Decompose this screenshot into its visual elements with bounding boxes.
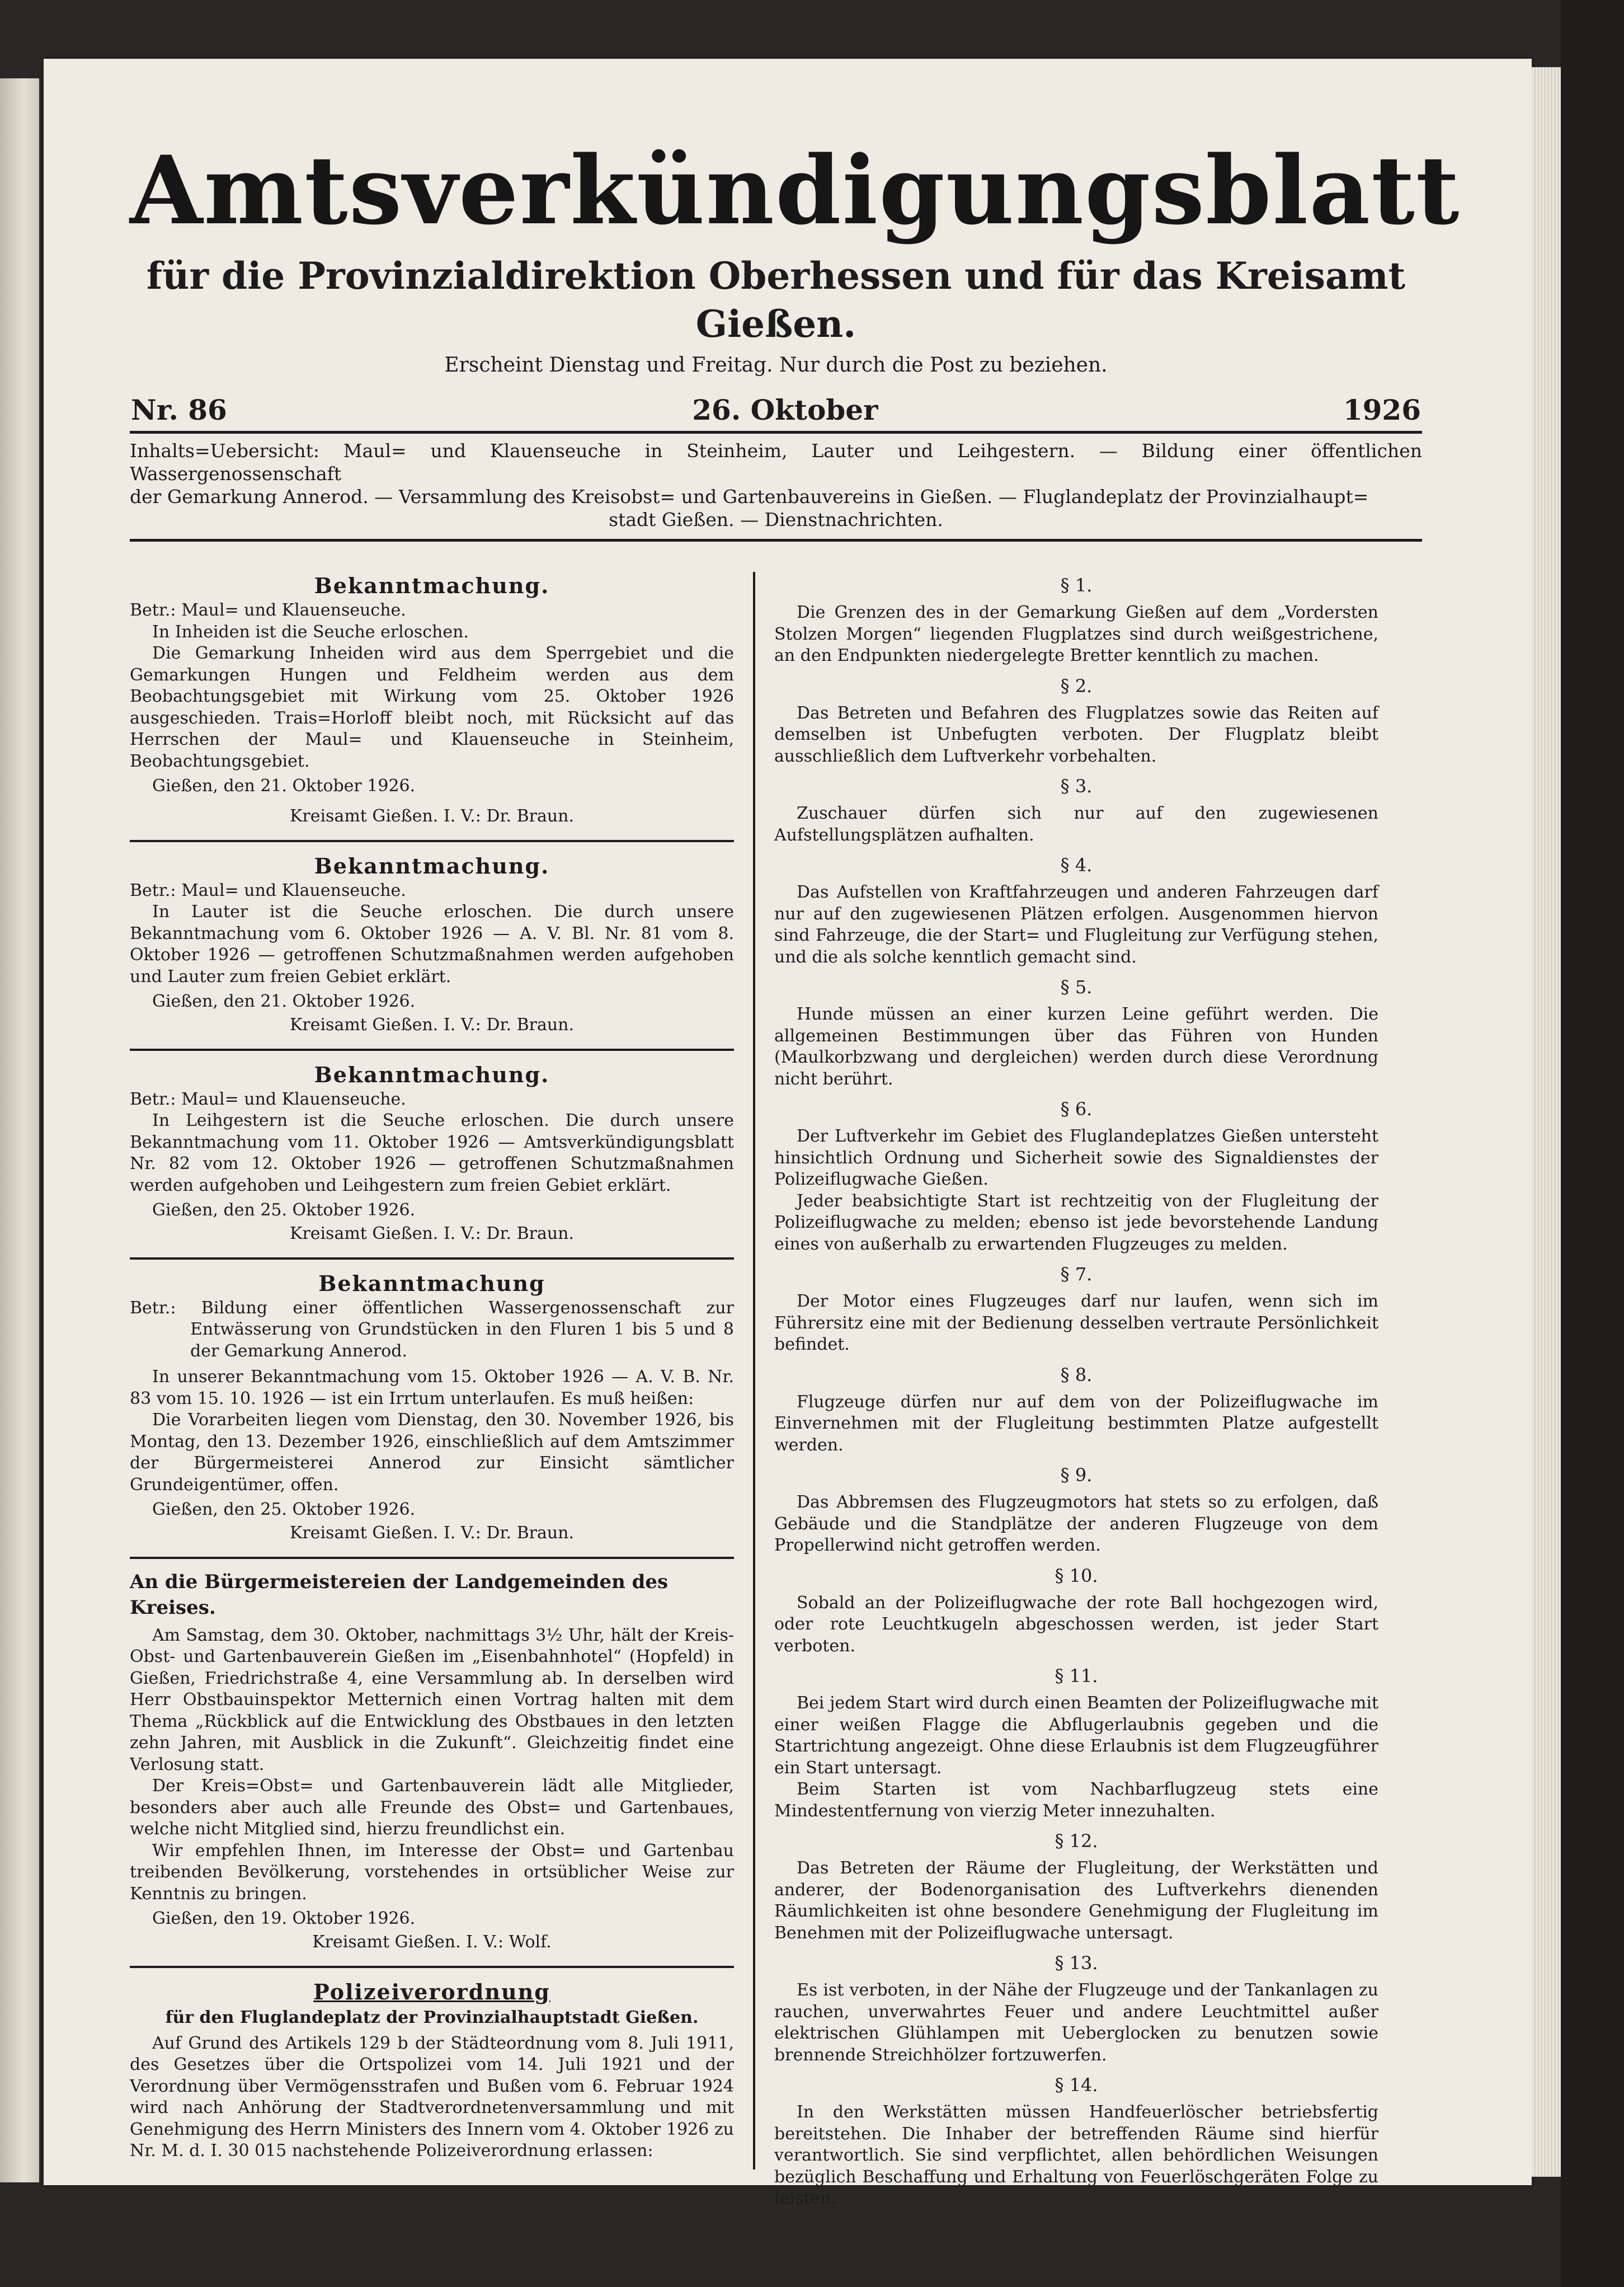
section-text: Hunde müssen an einer kurzen Leine geführt werden. Die allgemeinen Bestimmungen über das Führen von Hunden (Maulkorbzwang und dergleichen) werden durch diese Verordnung nicht berührt. [774, 1004, 1378, 1089]
toc-line: der Gemarkung Annerod. — Versammlung des Kreisobst= und Gartenbauvereins in Gießen. — Fluglandeplatz der Provinzialhaupt= [130, 486, 1369, 508]
table-of-contents [130, 439, 1422, 531]
notice-divider [130, 1257, 734, 1260]
section-5 [774, 976, 1378, 1090]
section-9 [774, 1464, 1378, 1557]
club-notice-paragraph: Der Kreis=Obst= und Gartenbauverein lädt alle Mitglieder, besonders aber auch alle Freunde des Obst= und Gartenbaues, welche nicht Mitglied sind, hierzu freundlichst ein. [130, 1776, 734, 1839]
section-number: § 1. [1060, 575, 1093, 596]
notice-heading: Bekanntmachung. [314, 573, 550, 598]
section-number: § 2. [1060, 675, 1093, 697]
section-text: Sobald an der Polizeiflugwache der rote Ball hochgezogen wird, oder rote Leuchtkugeln abgeschossen werden, ist jeder Start verboten. [774, 1593, 1378, 1656]
notice-paragraph: In Leihgestern ist die Seuche erloschen. Die durch unsere Bekanntmachung vom 11. Oktober 1926 — Amtsverkündigungsblatt Nr. 82 vom 12. Oktober 1926 — getroffenen Schutzmaßnahmen werden aufgehoben und Leihgestern zum freien Gebiet erklärt. [130, 1111, 734, 1195]
section-text: Die Grenzen des in der Gemarkung Gießen auf dem „Vordersten Stolzen Morgen“ liegenden Flugplatzes sind durch weißgestrichene, an den Endpunkten niedergelegte Bretter kenntlich zu machen. [774, 603, 1378, 665]
section-number: § 5. [1060, 976, 1093, 998]
section-number: § 13. [1055, 1952, 1098, 1974]
issue-number: Nr. 86 [131, 393, 227, 426]
notice-heading: Bekanntmachung [318, 1270, 545, 1296]
section-number: § 4. [1060, 854, 1093, 876]
section-text: Es ist verboten, in der Nähe der Flugzeuge und der Tankanlagen zu rauchen, unverwahrtes Feuer und andere Leuchtmittel außer elektrischen Glühlampen mit Ueberglocken zu benutzen sowie brennende Streichhölzer fortzuwerfen. [774, 1980, 1378, 2065]
header-rule [130, 431, 1422, 434]
notice-place-date: Gießen, den 21. Oktober 1926. [152, 776, 416, 796]
section-6 [774, 1098, 1378, 1255]
notice-divider [130, 1966, 734, 1968]
notice-subject: Betr.: Bildung einer öffentlichen Wassergenossenschaft zur Entwässerung von Grundstücken in den Fluren 1 bis 5 und 8 der Gemarkung Annerod. [130, 1298, 734, 1361]
section-text: Beim Starten ist vom Nachbarflugzeug stets eine Mindestentfernung von vierzig Meter innezuhalten. [774, 1779, 1378, 1821]
notice-paragraph: Die Gemarkung Inheiden wird aus dem Sperrgebiet und die Gemarkungen Hungen und Feldheim werden aus dem Beobachtungsgebiet mit Wirkung vom 25. Oktober 1926 ausgeschieden. Trais=Horloff bleibt noch, mit Rücksicht auf das Herrschen der Maul= und Klauenseuche in Steinheim, Beobachtungsgebiet. [130, 644, 734, 771]
section-number: § 3. [1060, 776, 1093, 797]
masthead-subtitle: für die Provinzialdirektion Oberhessen und für das Kreisamt Gießen. [146, 254, 1406, 346]
notice-heading: Bekanntmachung. [314, 853, 550, 879]
toc-rule [130, 539, 1422, 542]
notice-signature: Kreisamt Gießen. I. V.: Dr. Braun. [289, 1015, 575, 1035]
notice-signature: Kreisamt Gießen. I. V.: Dr. Braun. [289, 1523, 575, 1543]
police-order-preamble: Auf Grund des Artikels 129 b der Städteordnung vom 8. Juli 1911, des Gesetzes über die Ortspolizei vom 14. Juli 1921 und der Verordnung über Vermögensstrafen und Bußen vom 6. Februar 1924 wird nach Anhörung der Stadtverordnetenversammlung und mit Genehmigung des Herrn Ministers des Innern vom 4. Oktober 1926 zu Nr. M. d. I. 30 015 nachstehende Polizeiverordnung erlassen: [130, 2033, 734, 2161]
publication-schedule: Erscheint Dienstag und Freitag. Nur durch die Post zu beziehen. [444, 354, 1108, 377]
club-notice-signature: Kreisamt Gießen. I. V.: Wolf. [312, 1932, 552, 1952]
notice-subject: Betr.: Maul= und Klauenseuche. [130, 1089, 406, 1109]
section-text: Der Luftverkehr im Gebiet des Fluglandeplatzes Gießen untersteht hinsichtlich Ordnung und Sicherheit sowie des Signaldienstes der Polizeiflugwache Gießen. [774, 1126, 1378, 1189]
notice-block [130, 1061, 734, 1246]
toc-line: stadt Gießen. — Dienstnachrichten. [609, 509, 943, 530]
section-number: § 11. [1055, 1665, 1098, 1687]
notice-place-date: Gießen, den 25. Oktober 1926. [152, 1200, 416, 1220]
section-number: § 12. [1055, 1830, 1098, 1852]
police-order-heading: Polizeiverordnung [313, 1979, 550, 2004]
section-8 [774, 1364, 1378, 1457]
section-text: Jeder beabsichtigte Start ist rechtzeitig von der Flugleitung der Polizeiflugwache zu melden; ebenso ist jede bevorstehende Landung eines von außerhalb zu erwartenden Flugzeuges zu melden. [774, 1191, 1378, 1254]
section-text: Das Betreten der Räume der Flugleitung, der Werkstätten und anderer, der Bodenorganisation des Luftverkehrs dienenden Räumlichkeiten ist ohne besondere Genehmigung der Flugleitung im Benehmen mit der Polizeiflugwache untersagt. [774, 1858, 1378, 1943]
notice-divider [130, 1049, 734, 1051]
section-text: Der Motor eines Flugzeuges darf nur laufen, wenn sich im Führersitz eine mit der Bedienung desselben vertraute Persönlichkeit befindet. [774, 1292, 1378, 1354]
notice-subject: Betr.: Maul= und Klauenseuche. [130, 880, 406, 900]
issue-line [130, 393, 1422, 428]
two-column-body [130, 550, 1422, 2208]
club-notice-place-date: Gießen, den 19. Oktober 1926. [152, 1909, 416, 1928]
notice-paragraph: In Inheiden ist die Seuche erloschen. [152, 622, 469, 642]
page-stack-edges [1532, 67, 1565, 2177]
club-notice-paragraph: Wir empfehlen Ihnen, im Interesse der Obst= und Gartenbau treibenden Bevölkerung, vorstehendes in ortsüblicher Weise zur Kenntnis zu bringen. [130, 1840, 734, 1904]
section-11 [774, 1665, 1378, 1822]
section-number: § 14. [1055, 2074, 1098, 2096]
notice-divider [130, 840, 734, 842]
notice-divider [130, 1557, 734, 1559]
section-number: § 7. [1060, 1264, 1093, 1285]
section-1 [774, 574, 1378, 667]
issue-year: 1926 [1343, 393, 1421, 426]
notice-paragraph: Die Vorarbeiten liegen vom Dienstag, den 30. November 1926, bis Montag, den 13. Dezember 1926, einschließlich auf dem Amtszimmer der Bürgermeisterei Annerod zur Einsicht sämtlicher Grundeigentümer, offen. [130, 1410, 734, 1495]
club-notice-paragraph: Am Samstag, dem 30. Oktober, nachmittags 3½ Uhr, hält der Kreis-Obst- und Gartenbauverein Gießen im „Eisenbahnhotel“ (Hopfeld) in Gießen, Friedrichstraße 4, eine Versammlung ab. In derselben wird Herr Obstbauinspektor Metternich einen Vortrag halten mit dem Thema „Rückblick auf die Entwicklung des Obstbaues in den letzten zehn Jahren, mit Ausblick in die Zukunft“. Gleichzeitig findet eine Verlosung statt. [130, 1625, 734, 1774]
section-text: Das Abbremsen des Flugzeugmotors hat stets so zu erfolgen, daß Gebäude und die Standplätze der anderen Flugzeuge von dem Propellerwind nicht getroffen werden. [774, 1492, 1378, 1555]
section-13 [774, 1952, 1378, 2066]
section-text: Bei jedem Start wird durch einen Beamten der Polizeiflugwache mit einer weißen Flagge die Abflugerlaubnis gegeben und die Startrichtung angezeigt. Ohne diese Erlaubnis ist dem Flugzeugführer ein Start untersagt. [774, 1693, 1378, 1778]
right-column [755, 550, 1378, 2208]
club-notice-heading: An die Bürgermeistereien der Landgemeinden des Kreises. [130, 1570, 669, 1619]
section-4 [774, 854, 1378, 968]
left-column [130, 550, 753, 2189]
notice-block [130, 852, 734, 1037]
notice-paragraph: In unserer Bekanntmachung vom 15. Oktober 1926 — A. V. B. Nr. 83 vom 15. 10. 1926 — ist ein Irrtum unterlaufen. Es muß heißen: [130, 1367, 734, 1408]
masthead-title: Amtsverkündigungsblatt [130, 135, 1461, 246]
notice-signature: Kreisamt Gießen. I. V.: Dr. Braun. [289, 806, 575, 826]
toc-line: Inhalts=Uebersicht: Maul= und Klauenseuche in Steinheim, Lauter und Leihgestern. — Bildung einer öffentlichen Wassergenossenschaft [130, 440, 1422, 485]
section-2 [774, 675, 1378, 768]
notice-place-date: Gießen, den 25. Oktober 1926. [152, 1500, 416, 1519]
book-cover [1561, 0, 1624, 2287]
club-notice-block [130, 1569, 734, 1955]
section-12 [774, 1830, 1378, 1944]
section-3 [774, 775, 1378, 846]
section-14 [774, 2074, 1378, 2210]
notice-paragraph: In Lauter ist die Seuche erloschen. Die durch unsere Bekanntmachung vom 6. Oktober 1926 — A. V. Bl. Nr. 81 vom 8. Oktober 1926 — getroffenen Schutzmaßnahmen werden aufgehoben und Lauter zum freien Gebiet erklärt. [130, 902, 734, 987]
notice-signature: Kreisamt Gießen. I. V.: Dr. Braun. [289, 1223, 575, 1243]
police-order-block [130, 1978, 734, 2162]
notice-heading: Bekanntmachung. [314, 1062, 550, 1087]
section-10 [774, 1565, 1378, 1657]
notice-place-date: Gießen, den 21. Oktober 1926. [152, 992, 416, 1011]
document [130, 134, 1461, 2208]
police-order-subheading: für den Fluglandeplatz der Provinzialhauptstadt Gießen. [165, 2007, 699, 2027]
notice-block [130, 1270, 734, 1546]
adjacent-page-edge [0, 78, 39, 2182]
section-number: § 9. [1060, 1464, 1093, 1486]
section-text: Zuschauer dürfen sich nur auf den zugewiesenen Aufstellungsplätzen aufhalten. [774, 804, 1378, 845]
section-number: § 8. [1060, 1364, 1093, 1386]
section-text: Das Aufstellen von Kraftfahrzeugen und anderen Fahrzeugen darf nur auf den zugewiesenen Plätzen erfolgen. Ausgenommen hiervon sind Fahrzeuge, die der Start= und Flugleitung zur Verfügung stehen, und die als solche kenntlich gemacht sind. [774, 882, 1378, 967]
issue-date: 26. Oktober [692, 393, 878, 426]
notice-subject: Betr.: Maul= und Klauenseuche. [130, 600, 406, 620]
section-text: In den Werkstätten müssen Handfeuerlöscher betriebsfertig bereitstehen. Die Inhaber der betreffenden Räume sind hierfür verantwortlich. Sie sind verpflichtet, allen behördlichen Weisungen bezüglich Beschaffung und Erhaltung von Feuerlöschgeräten Folge zu leisten. [774, 2102, 1378, 2208]
section-text: Das Betreten und Befahren des Flugplatzes sowie das Reiten auf demselben ist Unbefugten verboten. Der Flugplatz bleibt ausschließlich dem Luftverkehr vorbehalten. [774, 703, 1378, 766]
section-number: § 6. [1060, 1098, 1093, 1120]
section-number: § 10. [1055, 1565, 1098, 1586]
notice-block [130, 572, 734, 829]
section-7 [774, 1263, 1378, 1356]
section-text: Flugzeuge dürfen nur auf dem von der Polizeiflugwache im Einvernehmen mit der Flugleitung bestimmten Platze aufgestellt werden. [774, 1392, 1378, 1455]
